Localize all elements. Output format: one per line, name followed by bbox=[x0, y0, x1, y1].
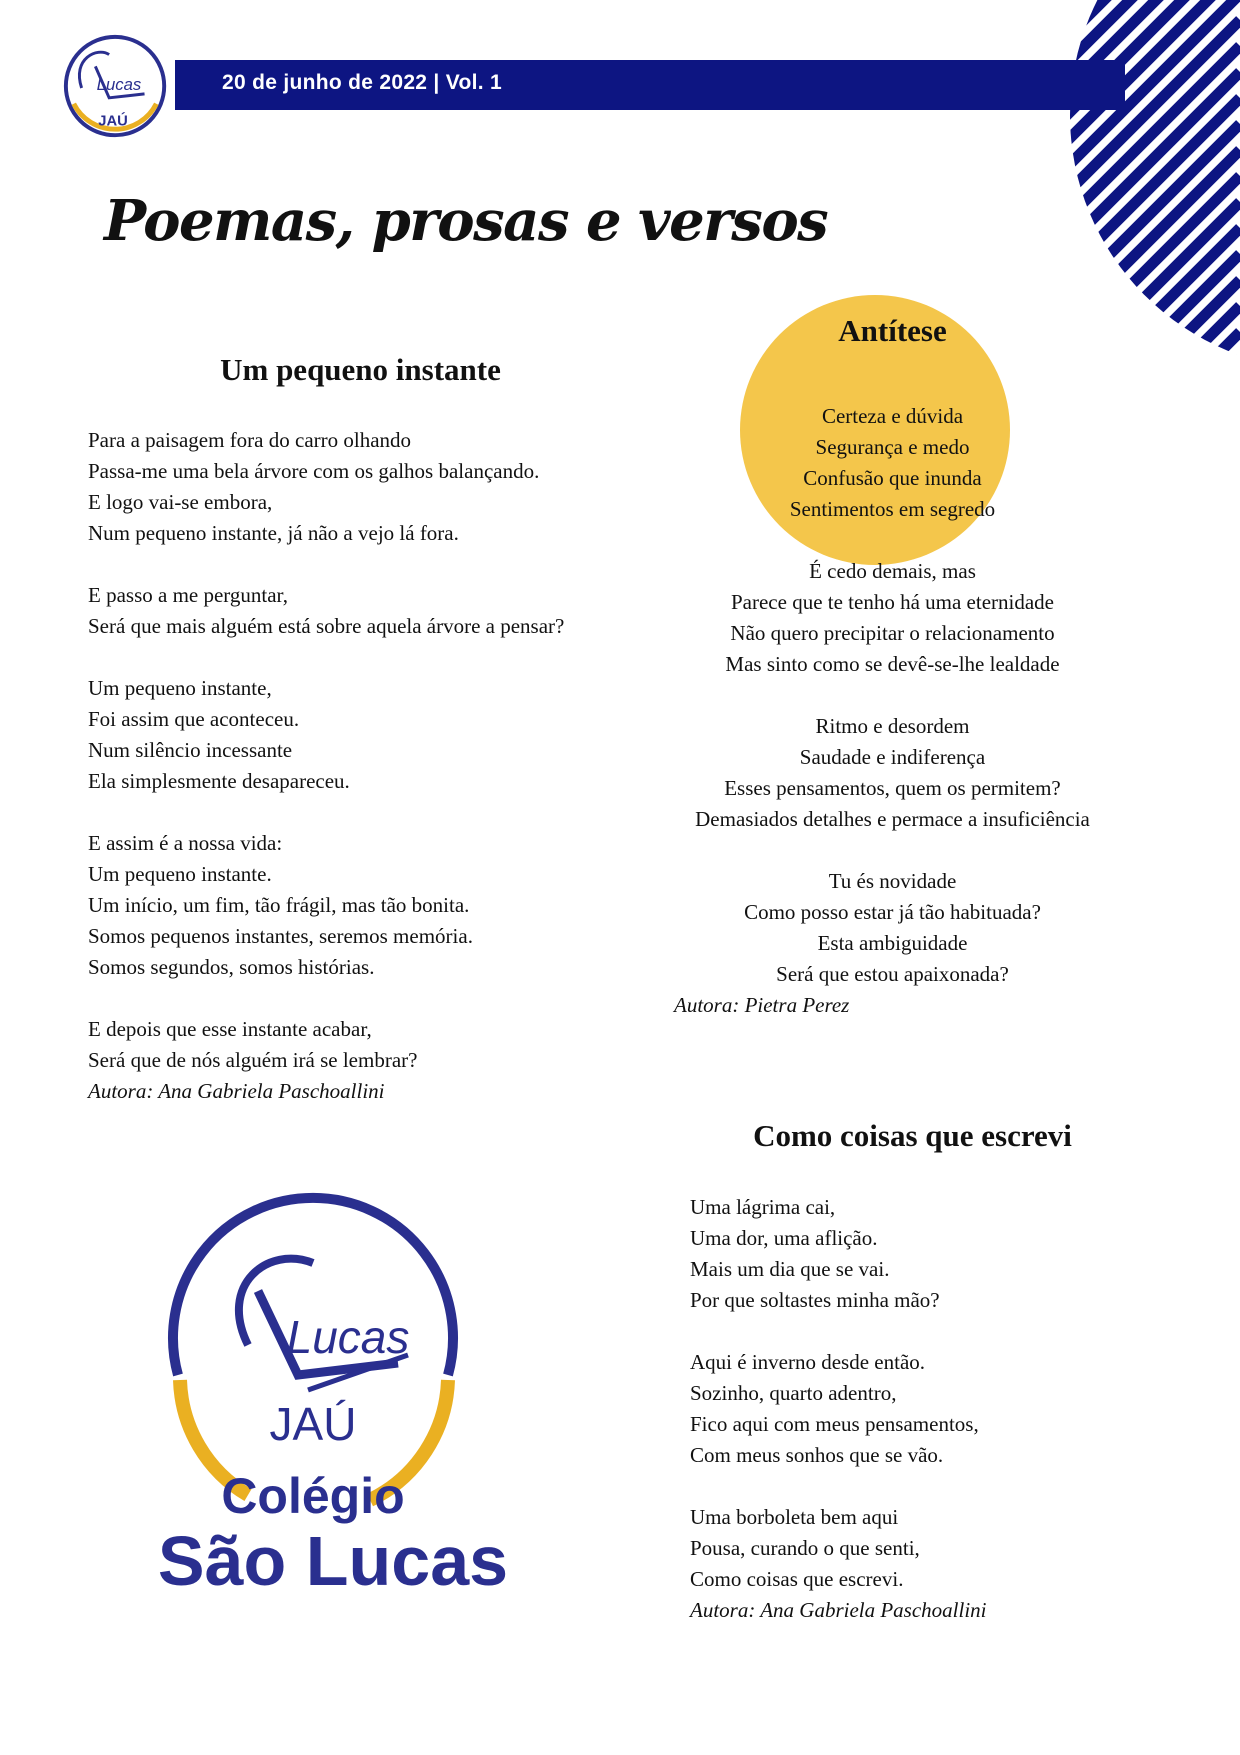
stanza bbox=[88, 580, 564, 642]
stanza bbox=[690, 1347, 987, 1471]
poem-line: Uma borboleta bem aqui bbox=[690, 1505, 899, 1529]
poem-line: Com meus sonhos que se vão. bbox=[690, 1443, 944, 1467]
poem-line: Fico aqui com meus pensamentos, bbox=[690, 1412, 979, 1436]
poem-line: Sentimentos em segredo bbox=[789, 497, 996, 521]
poem-line: Demasiados detalhes e permace a insuficiência bbox=[695, 807, 1090, 831]
poem-body bbox=[650, 401, 1135, 1021]
poem-line: Não quero precipitar o relacionamento bbox=[730, 621, 1055, 645]
poem-line: Uma dor, uma aflição. bbox=[690, 1226, 878, 1250]
stanza bbox=[88, 673, 564, 797]
poem-line: Sozinho, quarto adentro, bbox=[690, 1381, 897, 1405]
big-logo-line2: São Lucas bbox=[157, 1522, 509, 1600]
poem-line: Mas sinto como se devê-se-lhe lealdade bbox=[725, 652, 1060, 676]
poem-line: Num silêncio incessante bbox=[88, 738, 293, 762]
poem-line: Uma lágrima cai, bbox=[690, 1195, 836, 1219]
poem-title: Antítese bbox=[838, 313, 947, 348]
poem-line: Passa-me uma bela árvore com os galhos balançando. bbox=[88, 459, 540, 483]
poem-line: Aqui é inverno desde então. bbox=[690, 1350, 926, 1374]
poem-line: Um pequeno instante. bbox=[88, 862, 272, 886]
poem-line: É cedo demais, mas bbox=[809, 559, 976, 583]
poem-line: Certeza e dúvida bbox=[821, 404, 964, 428]
poem-line: Tu és novidade bbox=[828, 869, 957, 893]
poem-line: Segurança e medo bbox=[815, 435, 970, 459]
stanza bbox=[88, 828, 564, 983]
poem-line: Parece que te tenho há uma eternidade bbox=[730, 590, 1054, 614]
poem-line: E depois que esse instante acabar, bbox=[88, 1017, 372, 1041]
poem-line: Ritmo e desordem bbox=[815, 714, 970, 738]
poem-line: Somos pequenos instantes, seremos memória. bbox=[88, 924, 473, 948]
stanza bbox=[650, 556, 1135, 680]
small-logo-text: Lucas bbox=[96, 74, 142, 94]
poem-line: Um início, um fim, tão frágil, mas tão bonita. bbox=[88, 893, 470, 917]
poem-line: E assim é a nossa vida: bbox=[88, 831, 283, 855]
poem-title: Como coisas que escrevi bbox=[753, 1118, 1072, 1153]
big-logo-line1: Colégio bbox=[221, 1468, 405, 1524]
poem-line: Confusão que inunda bbox=[803, 466, 982, 490]
stanza bbox=[650, 401, 1135, 525]
poem-author: Autora: Ana Gabriela Paschoallini bbox=[88, 1079, 385, 1103]
poem-line: Será que mais alguém está sobre aquela árvore a pensar? bbox=[88, 614, 565, 638]
poem-line: Somos segundos, somos histórias. bbox=[88, 955, 375, 979]
stanza bbox=[650, 866, 1135, 990]
big-logo-city: JAÚ bbox=[269, 1398, 357, 1450]
stanza bbox=[690, 1502, 987, 1595]
poem-line: E passo a me perguntar, bbox=[88, 583, 288, 607]
poem-line: Para a paisagem fora do carro olhando bbox=[88, 428, 412, 452]
poem-line: Será que de nós alguém irá se lembrar? bbox=[88, 1048, 418, 1072]
poem-author: Autora: Pietra Perez bbox=[674, 993, 850, 1017]
poem-line: Saudade e indiferença bbox=[799, 745, 986, 769]
issue-date-volume: 20 de junho de 2022 | Vol. 1 bbox=[222, 71, 502, 94]
poem-line: Mais um dia que se vai. bbox=[690, 1257, 890, 1281]
colegio-sao-lucas-logo bbox=[108, 1185, 558, 1610]
poem-line: Por que soltastes minha mão? bbox=[690, 1288, 940, 1312]
poem-line: Foi assim que aconteceu. bbox=[88, 707, 300, 731]
poem-line: Esses pensamentos, quem os permitem? bbox=[724, 776, 1061, 800]
stanza bbox=[88, 1014, 564, 1076]
poem-line: E logo vai-se embora, bbox=[88, 490, 273, 514]
poem-body bbox=[88, 425, 564, 1107]
poem-line: Será que estou apaixonada? bbox=[776, 962, 1009, 986]
stanza bbox=[88, 425, 564, 549]
poem-line: Como posso estar já tão habituada? bbox=[744, 900, 1041, 924]
poem-line: Um pequeno instante, bbox=[88, 676, 272, 700]
poem-body bbox=[690, 1192, 987, 1626]
stanza bbox=[650, 711, 1135, 835]
poem-line: Como coisas que escrevi. bbox=[690, 1567, 904, 1591]
poem-author: Autora: Ana Gabriela Paschoallini bbox=[690, 1598, 987, 1622]
poem-title: Um pequeno instante bbox=[220, 352, 501, 387]
poem-line: Pousa, curando o que senti, bbox=[690, 1536, 920, 1560]
poem-line: Esta ambiguidade bbox=[817, 931, 968, 955]
poem-line: Num pequeno instante, já não a vejo lá fora. bbox=[88, 521, 459, 545]
small-logo-city: JAÚ bbox=[98, 113, 128, 130]
page-title: Poemas, prosas e versos bbox=[104, 188, 828, 254]
poem-line: Ela simplesmente desapareceu. bbox=[88, 769, 350, 793]
big-logo-emblem-text: Lucas bbox=[286, 1311, 410, 1363]
school-emblem-logo bbox=[58, 28, 176, 148]
stanza bbox=[690, 1192, 987, 1316]
